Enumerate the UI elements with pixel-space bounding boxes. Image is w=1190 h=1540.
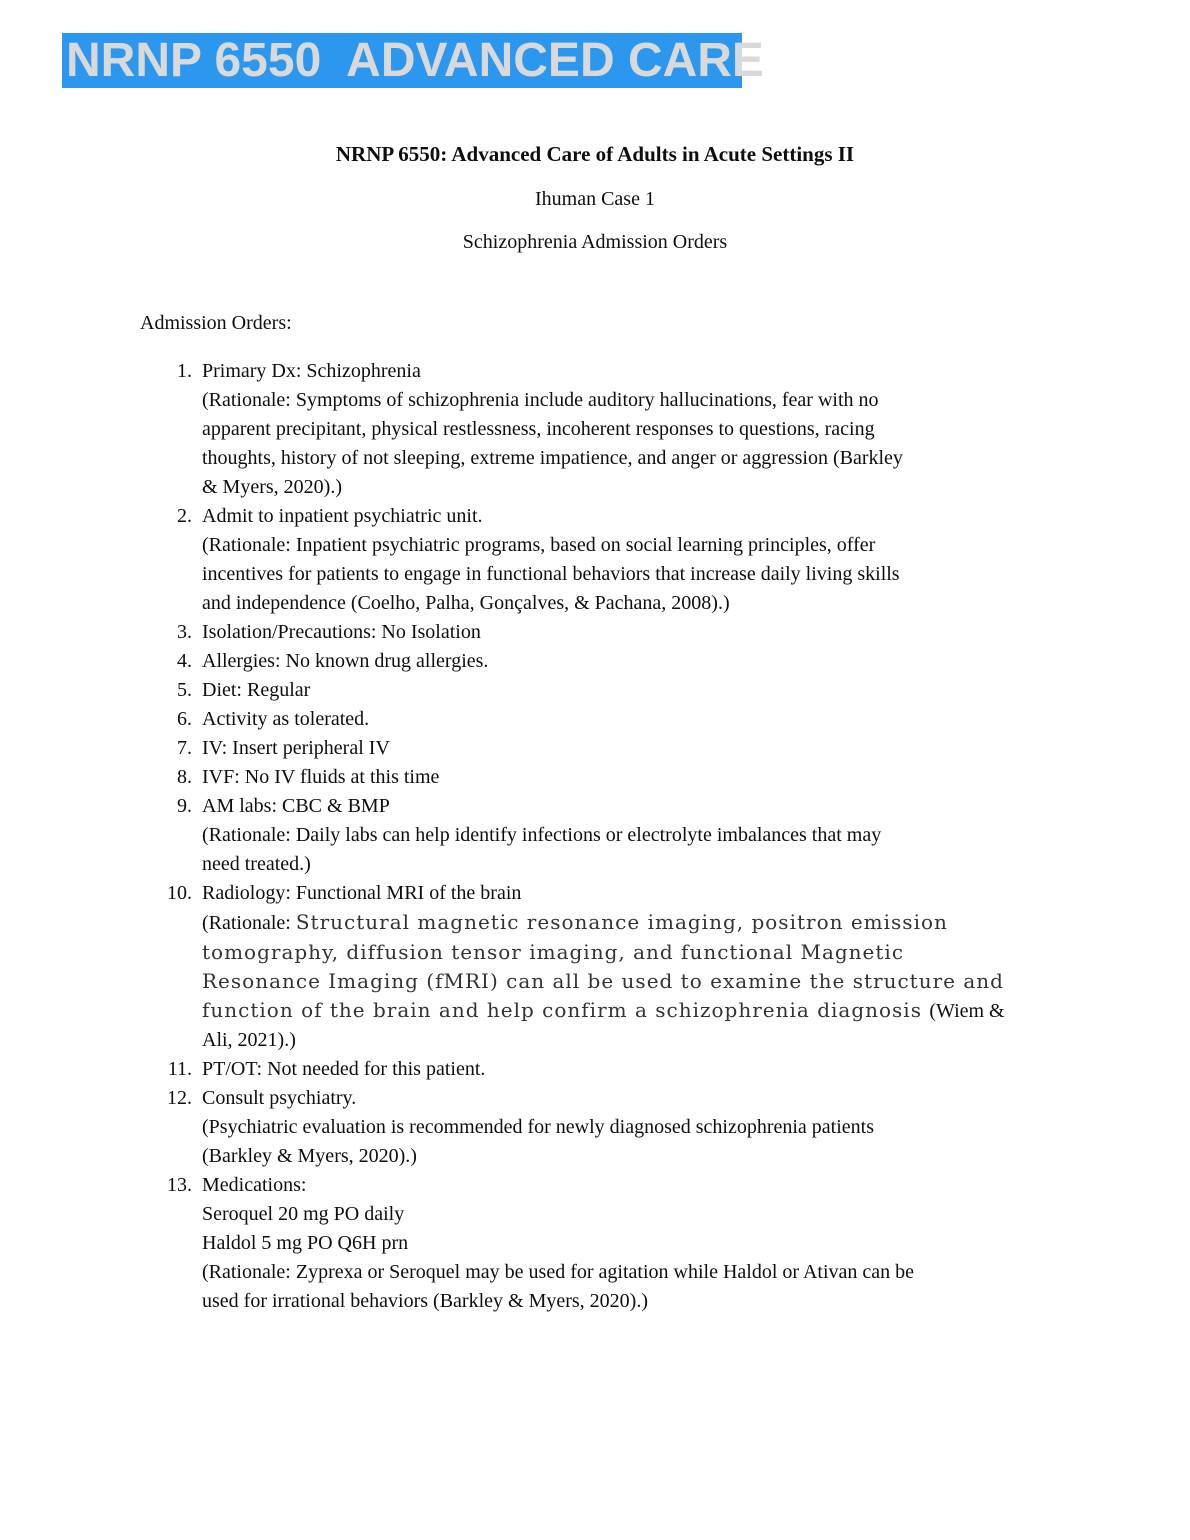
- rationale-citation: (Wiem &: [929, 1000, 1005, 1022]
- order-rationale-line: (Barkley & Myers, 2020).): [202, 1145, 417, 1167]
- medication-line: Haldol 5 mg PO Q6H prn: [202, 1232, 409, 1254]
- order-number: 3.: [177, 621, 192, 643]
- order-rationale-line: Ali, 2021).): [202, 1029, 296, 1051]
- rationale-prefix: (Rationale:: [202, 912, 296, 934]
- order-text: Primary Dx: Schizophrenia: [202, 360, 421, 382]
- order-item-10: [160, 879, 1110, 1055]
- order-number: 8.: [177, 766, 192, 788]
- order-item-6: [160, 705, 1110, 734]
- order-text: Activity as tolerated.: [202, 708, 370, 730]
- order-rationale-line: need treated.): [202, 853, 311, 875]
- order-number: 7.: [177, 737, 192, 759]
- order-number: 2.: [177, 505, 192, 527]
- order-text: Diet: Regular: [202, 679, 311, 701]
- order-text: AM labs: CBC & BMP: [202, 795, 390, 817]
- order-rationale-line: (Rationale: Daily labs can help identify infections or electrolyte imbalances that may: [202, 824, 882, 846]
- order-rationale-line: & Myers, 2020).): [202, 476, 342, 498]
- document-subtitle-topic: Schizophrenia Admission Orders: [462, 231, 728, 253]
- order-item-3: [160, 618, 1110, 647]
- order-rationale-line: (Rationale: Inpatient psychiatric programs, based on social learning principles, offer: [202, 534, 876, 556]
- order-number: 9.: [177, 795, 192, 817]
- order-item-13: [160, 1171, 1110, 1316]
- order-text: Admit to inpatient psychiatric unit.: [202, 505, 483, 527]
- order-text: Medications:: [202, 1174, 307, 1196]
- order-rationale-line: [202, 996, 1005, 1026]
- medication-line: Seroquel 20 mg PO daily: [202, 1203, 405, 1225]
- order-text: Consult psychiatry.: [202, 1087, 357, 1109]
- course-banner-text: NRNP 6550 ADVANCED CARE: [66, 34, 764, 87]
- order-text: Radiology: Functional MRI of the brain: [202, 882, 522, 904]
- order-text: IV: Insert peripheral IV: [202, 737, 390, 759]
- order-item-1: [160, 357, 1110, 502]
- order-item-12: [160, 1084, 1110, 1171]
- order-number: 4.: [177, 650, 192, 672]
- order-rationale-line: and independence (Coelho, Palha, Gonçalves, & Pachana, 2008).): [202, 592, 730, 614]
- order-number: 6.: [177, 708, 192, 730]
- order-item-5: [160, 676, 1110, 705]
- order-text: Isolation/Precautions: No Isolation: [202, 621, 481, 643]
- order-number: 1.: [177, 360, 192, 382]
- order-item-2: [160, 502, 1110, 618]
- course-banner: [62, 33, 764, 88]
- order-rationale-line: Resonance Imaging (fMRI) can all be used to examine the structure and: [202, 969, 1004, 993]
- order-rationale-line: tomography, diffusion tensor imaging, and functional Magnetic: [202, 940, 905, 964]
- order-text: PT/OT: Not needed for this patient.: [202, 1058, 486, 1080]
- order-rationale-line: [202, 908, 1005, 938]
- order-number: 11.: [167, 1058, 192, 1080]
- order-rationale-line: (Rationale: Symptoms of schizophrenia include auditory hallucinations, fear with no: [202, 389, 879, 411]
- order-item-4: [160, 647, 1110, 676]
- order-number: 5.: [177, 679, 192, 701]
- document-title: NRNP 6550: Advanced Care of Adults in Acute Settings II: [335, 142, 855, 166]
- order-rationale-line: used for irrational behaviors (Barkley & Myers, 2020).): [202, 1290, 648, 1312]
- order-item-9: [160, 792, 1110, 879]
- section-heading: Admission Orders:: [140, 312, 292, 334]
- order-item-11: [160, 1055, 1110, 1084]
- order-rationale-line: (Psychiatric evaluation is recommended for newly diagnosed schizophrenia patients: [202, 1116, 875, 1138]
- order-item-8: [160, 763, 1110, 792]
- order-number: 10.: [167, 882, 192, 904]
- document-subtitle-case: Ihuman Case 1: [535, 188, 655, 210]
- order-text: IVF: No IV fluids at this time: [202, 766, 440, 788]
- admission-orders-list: [160, 357, 1110, 1316]
- order-number: 13.: [167, 1174, 192, 1196]
- order-number: 12.: [167, 1087, 192, 1109]
- order-rationale-line: (Rationale: Zyprexa or Seroquel may be used for agitation while Haldol or Ativan can be: [202, 1261, 915, 1283]
- order-rationale-line: incentives for patients to engage in functional behaviors that increase daily living skills: [202, 563, 900, 585]
- order-rationale-line: apparent precipitant, physical restlessness, incoherent responses to questions, racing: [202, 418, 875, 440]
- order-text: Allergies: No known drug allergies.: [202, 650, 489, 672]
- order-rationale-line: thoughts, history of not sleeping, extreme impatience, and anger or aggression (Barkley: [202, 447, 903, 469]
- order-item-7: [160, 734, 1110, 763]
- rationale-emphasis: function of the brain and help confirm a schizophrenia diagnosis: [202, 998, 930, 1022]
- rationale-emphasis: Structural magnetic resonance imaging, positron emission: [295, 910, 948, 934]
